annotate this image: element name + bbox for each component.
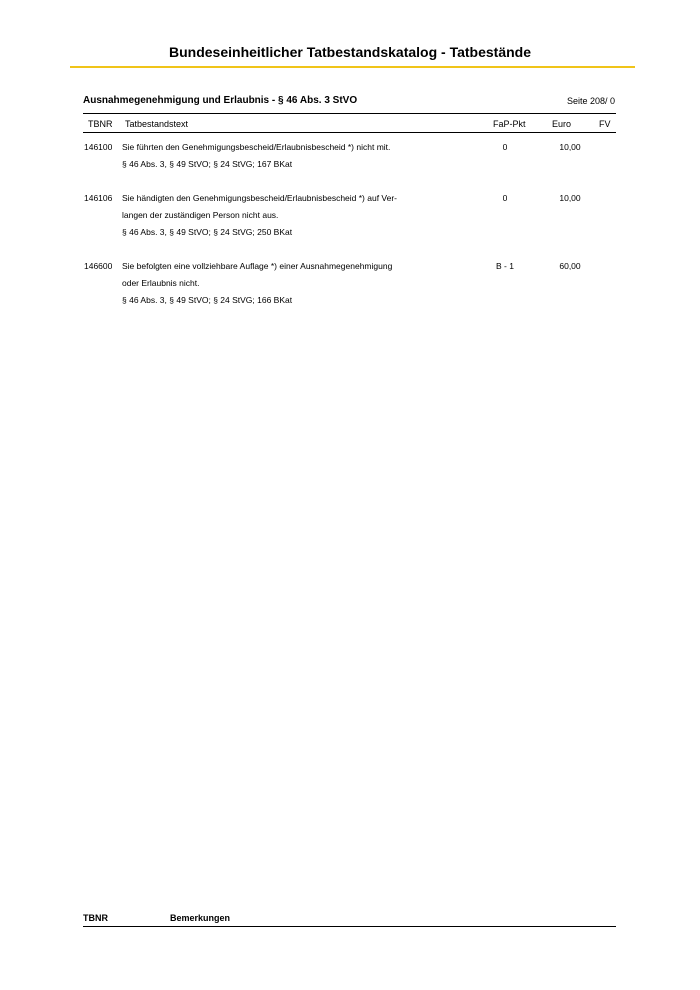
row-text-line: Sie führten den Genehmigungsbescheid/Erlaubnisbescheid *) nicht mit.	[122, 142, 391, 152]
row-tbnr: 146600	[84, 261, 113, 271]
footer-rule	[83, 926, 616, 927]
row-text	[122, 193, 442, 244]
title-divider	[70, 66, 635, 68]
section-title: Ausnahmegenehmigung und Erlaubnis - § 46 Abs. 3 StVO	[83, 95, 358, 106]
column-header-euro: Euro	[552, 119, 572, 129]
row-euro: 10,00	[559, 193, 581, 203]
row-tbnr: 146106	[84, 193, 113, 203]
row-text-line: Sie befolgten eine vollziehbare Auflage *) einer Ausnahmegenehmigung	[122, 261, 393, 271]
row-text-line: oder Erlaubnis nicht.	[122, 278, 200, 288]
footer-remarks-label: Bemerkungen	[170, 913, 231, 923]
row-tbnr: 146100	[84, 142, 113, 152]
row-text-line: § 46 Abs. 3, § 49 StVO; § 24 StVG; 166 BKat	[122, 295, 293, 305]
table-top-rule	[83, 113, 616, 114]
page-number: Seite 208/ 0	[566, 96, 615, 106]
row-text-line: § 46 Abs. 3, § 49 StVO; § 24 StVG; 250 BKat	[122, 227, 293, 237]
row-text-line: langen der zuständigen Person nicht aus.	[122, 210, 279, 220]
row-text	[122, 142, 442, 176]
column-header-tbnr: TBNR	[88, 119, 113, 129]
row-text-line: § 46 Abs. 3, § 49 StVO; § 24 StVG; 167 BKat	[122, 159, 293, 169]
table-header-rule	[83, 132, 616, 133]
footer-tbnr-label: TBNR	[83, 913, 108, 923]
row-text	[122, 261, 442, 312]
document-title: Bundeseinheitlicher Tatbestandskatalog - Tatbestände	[169, 44, 531, 60]
row-euro: 60,00	[559, 261, 581, 271]
row-text-line: Sie händigten den Genehmigungsbescheid/Erlaubnisbescheid *) auf Ver-	[122, 193, 398, 203]
row-fap: 0	[502, 193, 508, 203]
row-fap: B - 1	[496, 261, 514, 271]
column-header-text: Tatbestandstext	[125, 119, 189, 129]
row-fap: 0	[502, 142, 508, 152]
row-euro: 10,00	[559, 142, 581, 152]
column-header-fv: FV	[599, 119, 611, 129]
column-header-fap: FaP-Pkt	[493, 119, 526, 129]
